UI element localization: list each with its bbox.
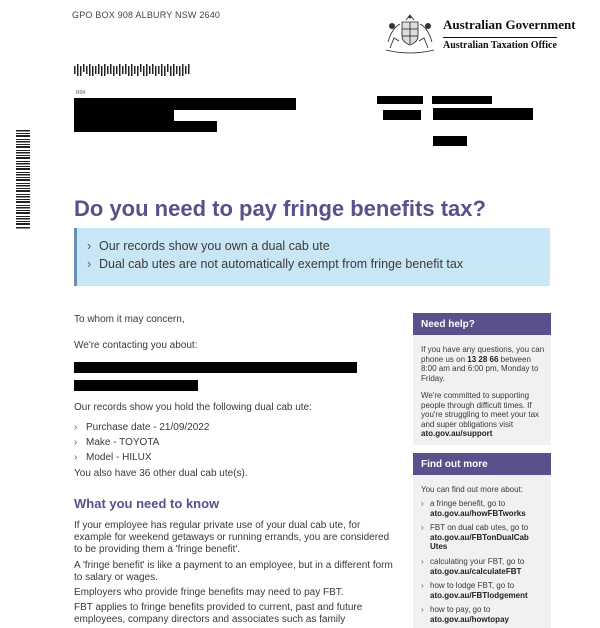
help-text: If you have any questions, you can phone us on 13 28 66 between 8:00 am and 6:00 pm, Monday to Friday. [421,345,545,383]
greeting: To whom it may concern, [74,314,185,325]
more-item: › a fringe benefit, go to ato.gov.au/howFBTworks [421,499,526,518]
more-link[interactable]: ato.gov.au/howFBTworks [430,508,526,518]
paragraph-line: employees, company directors and associates such as family [74,614,346,625]
support-text: We're committed to supporting people through difficult times. If you're struggling to meet your tax and super obligations visit ato.gov.au/support [421,391,540,438]
paragraph-line: FBT applies to fringe benefits provided to current, past and future [74,602,363,613]
redacted-business-name [74,380,198,391]
help-heading: Need help? [413,313,551,335]
redacted-reference [433,136,467,146]
vertical-barcode-icon [16,130,30,230]
more-heading: Find out more [413,453,551,475]
return-address: GPO BOX 908 ALBURY NSW 2640 [72,10,221,20]
list-item: › Purchase date - 21/09/2022 [74,422,210,433]
redacted-recipient-line [74,110,174,121]
paragraph: Employers who provide fringe benefits may need to pay FBT. [74,587,344,598]
chevron-right-icon: › [421,605,424,614]
chevron-right-icon: › [421,523,424,532]
summary-item: › Our records show you own a dual cab ute [87,239,330,253]
chevron-right-icon: › [421,499,424,508]
redacted-reference [433,108,533,120]
coat-of-arms-icon [380,12,440,54]
chevron-right-icon: › [74,437,78,448]
chevron-right-icon: › [87,257,92,271]
redacted-reference [377,96,423,104]
summary-box [74,228,550,286]
support-link[interactable]: ato.gov.au/support [421,429,493,438]
chevron-right-icon: › [74,452,78,463]
redacted-recipient-line [74,121,217,132]
document-code: R04 [76,90,86,96]
records-intro: Our records show you hold the following dual cab ute: [74,402,312,413]
help-phone[interactable]: 13 28 66 [467,354,499,364]
paragraph: A 'fringe benefit' is like a payment to an employee, but in a different form to salary or wages. [74,560,393,583]
chevron-right-icon: › [421,557,424,566]
chevron-right-icon: › [87,239,92,253]
postal-barcode-icon [74,64,192,76]
government-name: Australian Government [443,17,576,32]
summary-item: › Dual cab utes are not automatically exempt from fringe benefit tax [87,257,464,271]
more-box [413,475,551,628]
chevron-right-icon: › [421,581,424,590]
more-item: › how to lodge FBT, go to ato.gov.au/FBTlodgement [421,581,528,600]
redacted-business-name [74,362,357,373]
contacting-text: We're contacting you about: [74,340,198,351]
list-item: › Model - HILUX [74,452,152,463]
section-heading: What you need to know [74,496,220,511]
list-item: › Make - TOYOTA [74,437,160,448]
more-link[interactable]: ato.gov.au/FBTonDualCabUtes [430,532,529,551]
more-link[interactable]: ato.gov.au/calculateFBT [430,566,522,576]
chevron-right-icon: › [74,422,78,433]
more-item: › how to pay, go to ato.gov.au/howtopay [421,605,509,624]
redacted-recipient-line [74,98,296,110]
redacted-reference [432,96,492,104]
more-intro: You can find out more about: [421,485,523,494]
more-item: › FBT on dual cab utes, go to ato.gov.au/FBTonDualCabUtes [421,523,529,551]
more-item: › calculating your FBT, go to ato.gov.au/calculateFBT [421,557,525,576]
agency-name: Australian Taxation Office [443,37,557,51]
more-link[interactable]: ato.gov.au/FBTlodgement [430,590,528,600]
help-box [413,335,551,445]
paragraph: If your employee has regular private use of your dual cab ute, for example for weekend getaways or running errands, you are considered to be providing them a 'fringe benefit'. [74,520,390,555]
redacted-reference [383,110,421,120]
other-utes-text: You also have 36 other dual cab ute(s). [74,468,248,479]
page-title: Do you need to pay fringe benefits tax? [74,196,486,221]
more-link[interactable]: ato.gov.au/howtopay [430,614,509,624]
